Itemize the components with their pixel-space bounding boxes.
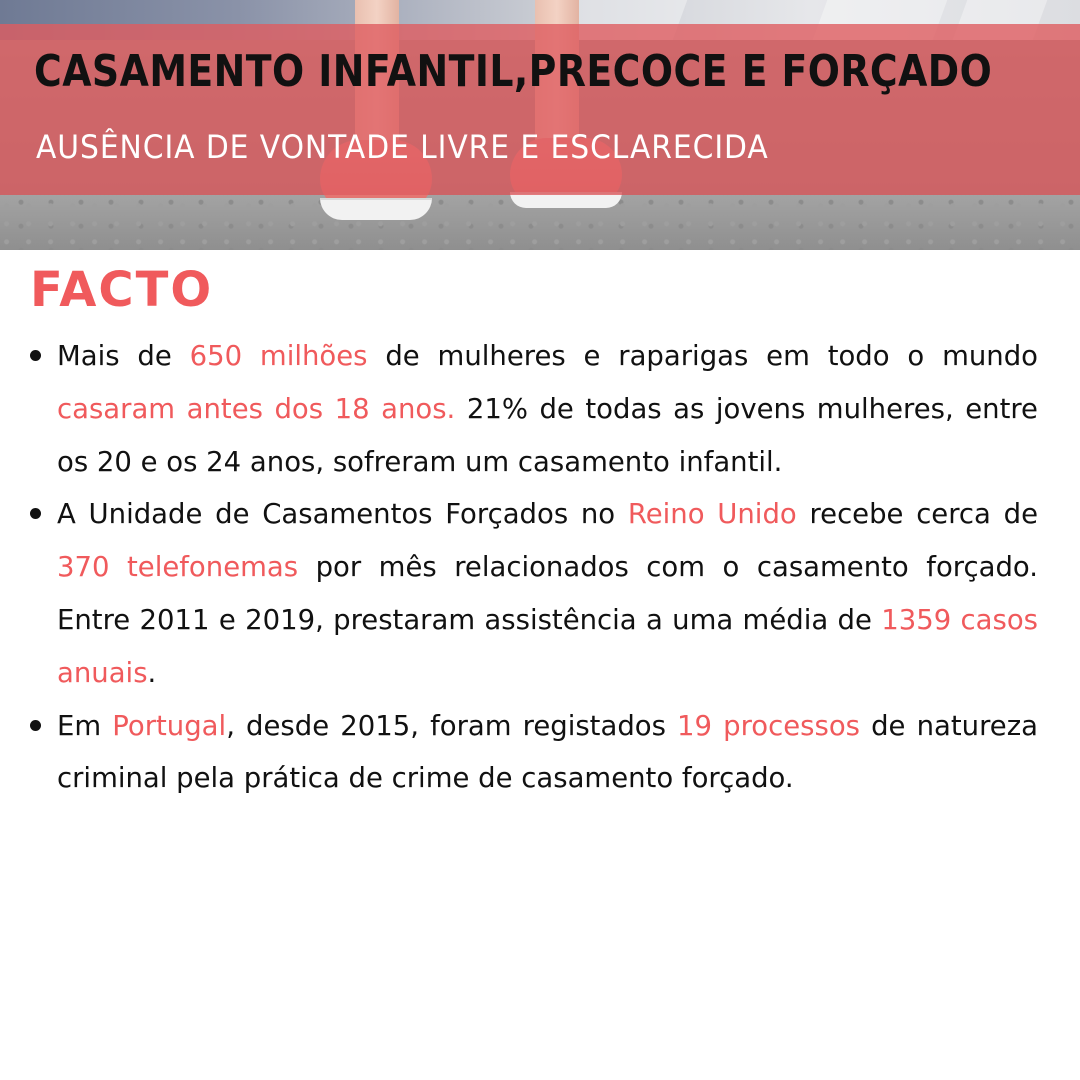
fact-text: , desde 2015, foram registados <box>226 709 678 742</box>
fact-text: 21% de todas as jovens mulheres, entre os 20 e os 24 anos, sofreram um casamento infantil. <box>57 392 1038 478</box>
fact-item-3 <box>30 700 1038 806</box>
fact-text: Mais de <box>57 340 190 372</box>
fact-highlight: Portugal <box>112 709 227 742</box>
fact-highlight: 1359 casos anuais <box>57 603 1038 689</box>
fact-text: . <box>147 656 157 689</box>
fact-highlight: Reino Unido <box>627 498 797 531</box>
fact-list <box>30 330 1038 805</box>
section-heading: FACTO <box>30 262 214 318</box>
fact-highlight: 650 milhões <box>189 340 368 372</box>
fact-item-2 <box>30 488 1038 699</box>
fact-highlight: 19 processos <box>677 709 860 742</box>
fact-text: recebe cerca de <box>796 498 1038 531</box>
fact-text: Em <box>57 709 113 742</box>
fact-text: A Unidade de Casamentos Forçados no <box>57 498 628 531</box>
bullet-icon <box>30 720 41 731</box>
page-title: CASAMENTO INFANTIL,PRECOCE E FORÇADO <box>34 46 993 97</box>
fact-highlight: 370 telefonemas <box>57 551 299 584</box>
page-subtitle: AUSÊNCIA DE VONTADE LIVRE E ESCLARECIDA <box>36 128 769 166</box>
fact-text: por mês relacionados com o casamento forçado. Entre 2011 e 2019, prestaram assistência a uma média de <box>57 551 1038 636</box>
fact-item-1 <box>30 330 1038 488</box>
fact-text: de natureza criminal pela prática de crime de casamento forçado. <box>57 709 1038 795</box>
bullet-icon <box>30 350 41 361</box>
fact-highlight: casaram antes dos 18 anos. <box>57 392 456 425</box>
fact-text: de mulheres e raparigas em todo o mundo <box>367 340 1039 372</box>
bullet-icon <box>30 508 41 519</box>
